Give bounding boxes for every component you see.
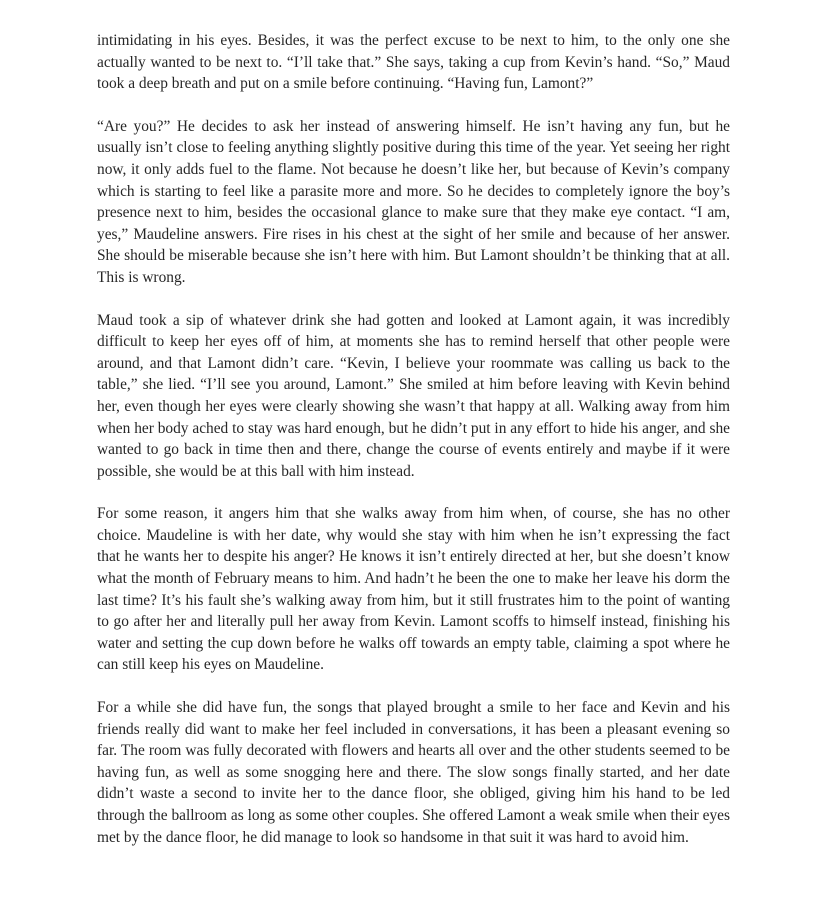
paragraph-4: For some reason, it angers him that she walks away from him when, of course, she has no other choice. Maudeline is with her date, why would she stay with him when he isn’t expressing the fact that he wants her to despite his anger? He knows it isn’t entirely directed at her, but she doesn’t know what the month of February means to him. And hadn’t he been the one to make her leave his dorm the last time? It’s his fault she’s walking away from him, but it still frustrates him to the point of wanting to go after her and literally pull her away from Kevin. Lamont scoffs to himself instead, finishing his water and setting the cup down before he walks off towards an empty table, claiming a spot where he can still keep his eyes on Maudeline. [97,505,730,674]
paragraph-1: intimidating in his eyes. Besides, it was the perfect excuse to be next to him, to the only one she actually wanted to be next to. “I’ll take that.” She says, taking a cup from Kevin’s hand. “So,” Maud took a deep breath and put on a smile before continuing. “Having fun, Lamont?” [97,32,730,93]
paragraph-5: For a while she did have fun, the songs that played brought a smile to her face and Kevin and his friends really did want to make her feel included in conversations, it has been a pleasant evening so far. The room was fully decorated with flowers and hearts all over and the other students seemed to be having fun, as well as some snogging here and there. The slow songs finally started, and her date didn’t waste a second to invite her to the dance floor, she obliged, giving him his hand to be led through the ballroom as long as some other couples. She offered Lamont a weak smile when their eyes met by the dance floor, he did manage to look so handsome in that suit it was hard to avoid him. [97,699,730,846]
paragraph-3: Maud took a sip of whatever drink she had gotten and looked at Lamont again, it was incredibly difficult to keep her eyes off of him, at moments she has to remind herself that other people were around, and that Lamont didn’t care. “Kevin, I believe your roommate was calling us back to the table,” she lied. “I’ll see you around, Lamont.” She smiled at him before leaving with Kevin behind her, even though her eyes were clearly showing she wasn’t that happy at all. Walking away from him when her body ached to stay was hard enough, but he didn’t put in any effort to hide his anger, and she wanted to go back in time then and there, change the course of events entirely and maybe if it were possible, she would be at this ball with him instead. [97,311,730,480]
paragraph-2: “Are you?” He decides to ask her instead of answering himself. He isn’t having any fun, but he usually isn’t close to feeling anything slightly positive during this time of the year. Yet seeing her right now, it only adds fuel to the flame. Not because he doesn’t like her, but because of Kevin’s company which is starting to feel like a parasite more and more. So he decides to completely ignore the boy’s presence next to him, besides the occasional glance to make sure that they make eye contact. “I am, yes,” Maudeline answers. Fire rises in his chest at the sight of her smile and because of her answer. She should be miserable because she isn’t here with him. But Lamont shouldn’t be thinking that at all. This is wrong. [97,117,730,286]
